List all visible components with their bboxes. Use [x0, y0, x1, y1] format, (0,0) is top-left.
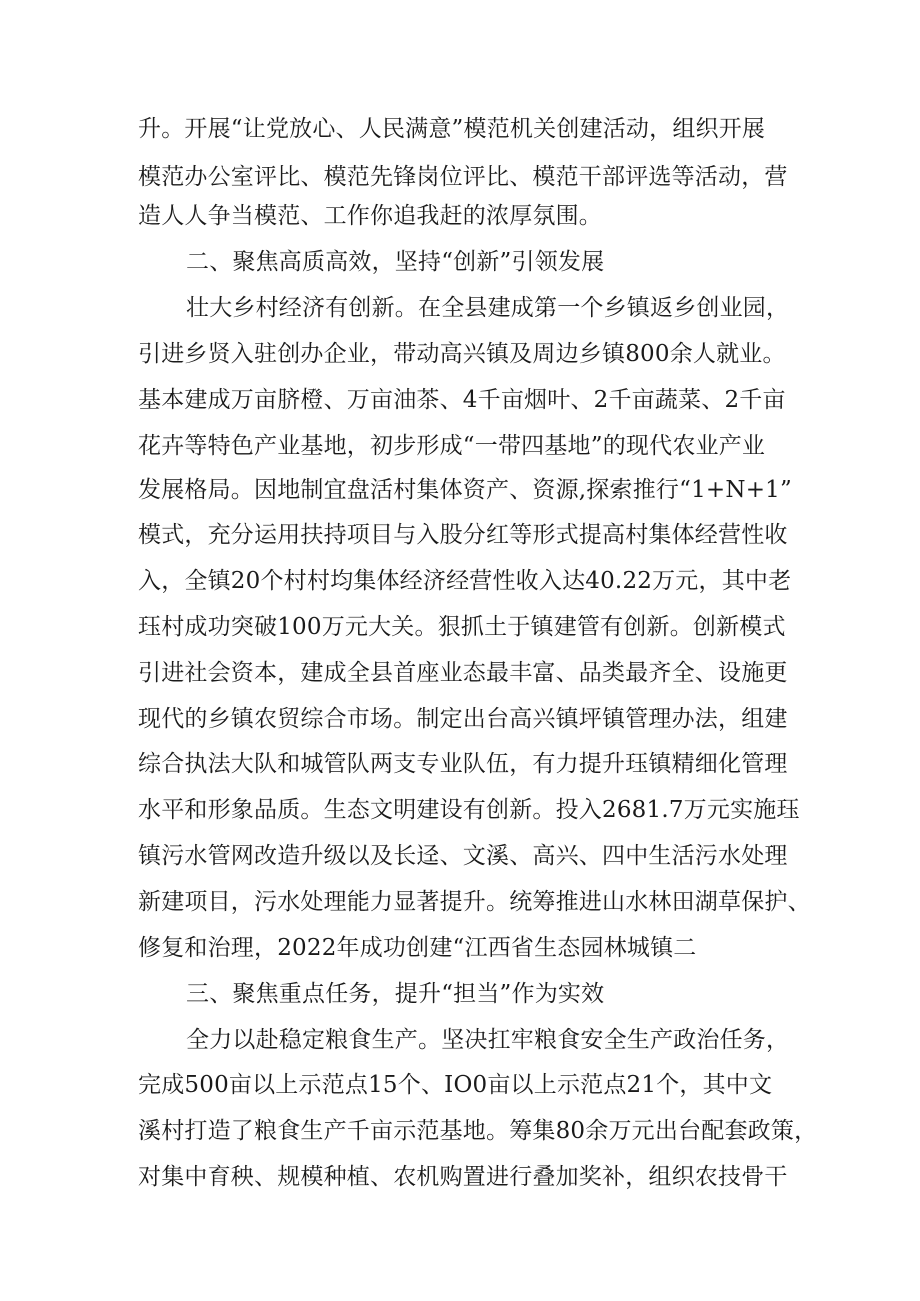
text-line-14: 现代的乡镇农贸综合市场。制定出台高兴镇坪镇管理办法，组建 — [138, 706, 788, 732]
text-line-24: 对集中育秧、规模种植、农机购置进行叠加奖补，组织农技骨干 — [138, 1164, 788, 1190]
section-heading-3: 三、聚焦重点任务，提升“担当”作为实效 — [186, 981, 605, 1007]
text-line-9: 发展格局。因地制宜盘活村集体资产、资源,探索推行“1+N+1” — [138, 477, 792, 503]
text-line-21: 全力以赴稳定粮食生产。坚决扛牢粮食安全生产政治任务， — [186, 1027, 790, 1053]
text-line-13: 引进社会资本，建成全县首座业态最丰富、品类最齐全、设施更 — [138, 660, 788, 686]
text-line-15: 综合执法大队和城管队两支专业队伍，有力提升珏镇精细化管理 — [138, 751, 788, 777]
text-line-12: 珏村成功突破100万元大关。狠抓土于镇建管有创新。创新模式 — [138, 614, 786, 640]
text-line-5: 壮大乡村经济有创新。在全县建成第一个乡镇返乡创业园， — [186, 295, 790, 321]
text-line-22: 完成500亩以上示范点15个、IO0亩以上示范点21个，其中文 — [138, 1072, 773, 1098]
text-line-8: 花卉等特色产业基地，初步形成“一带四基地”的现代农业产业 — [138, 433, 766, 459]
text-line-16: 水平和形象品质。生态文明建设有创新。投入2681.7万元实施珏 — [138, 797, 800, 823]
text-line-3: 造人人争当模范、工作你追我赶的浓厚氛围。 — [138, 203, 602, 229]
text-line-10: 模式，充分运用扶持项目与入股分红等形式提高村集体经营性收 — [138, 522, 788, 548]
text-line-6: 引进乡贤入驻创办企业，带动高兴镇及周边乡镇800余人就业。 — [138, 341, 786, 367]
text-line-11: 入，全镇20个村村均集体经济经营性收入达40.22万元，其中老 — [138, 568, 792, 594]
section-heading-2: 二、聚焦高质高效，坚持“创新”引领发展 — [186, 249, 605, 275]
text-line-1: 升。开展“让党放心、人民满意”模范机关创建活动，组织开展 — [138, 116, 766, 142]
text-line-23: 溪村打造了粮食生产千亩示范基地。筹集80余万元出台配套政策， — [138, 1118, 818, 1144]
text-line-2: 模范办公室评比、模范先锋岗位评比、模范干部评选等活动，营 — [138, 164, 788, 190]
text-line-19: 修复和治理，2022年成功创建“江西省生态园林城镇二 — [138, 935, 697, 961]
text-line-17: 镇污水管网改造升级以及长迳、文溪、高兴、四中生活污水处理 — [138, 843, 788, 869]
text-line-7: 基本建成万亩脐橙、万亩油茶、4千亩烟叶、2千亩蔬菜、2千亩 — [138, 387, 786, 413]
text-line-18: 新建项目，污水处理能力显著提升。统筹推进山水林田湖草保护、 — [138, 889, 811, 915]
